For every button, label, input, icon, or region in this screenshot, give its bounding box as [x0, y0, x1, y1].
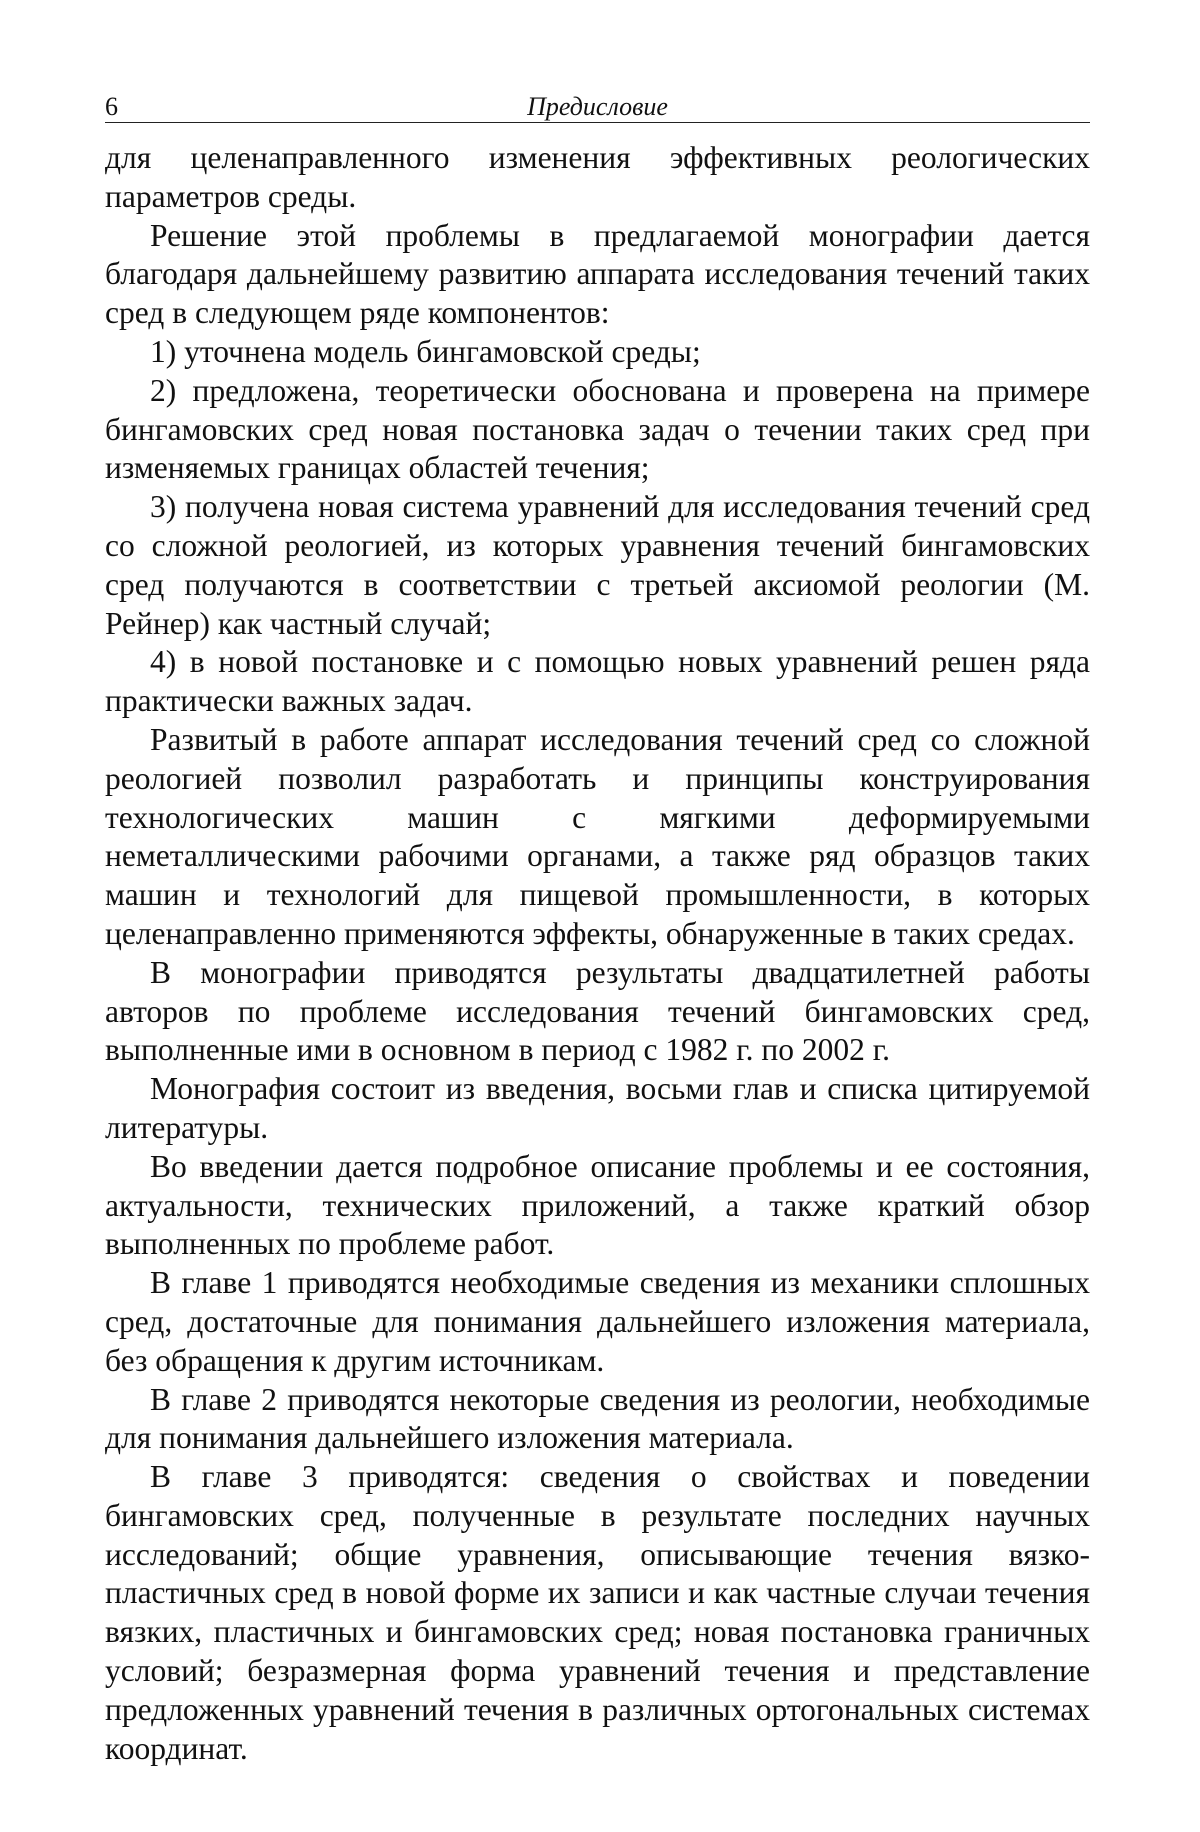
- paragraph: В главе 2 приводятся некоторые сведения из реологии, необходимые для понимания дальнейшего изложения материала.: [105, 1381, 1090, 1456]
- list-item-4: 4) в новой постановке и с помощью новых уравнений решен ряда практически важных задач.: [105, 644, 1090, 719]
- paragraph: В монографии приводятся результаты двадцатилетней работы авторов по проблеме исследования течений бингамовских сред, выполненные ими в основном в период с 1982 г. по 2002 г.: [105, 954, 1090, 1068]
- section-title: Предисловие: [527, 92, 668, 121]
- paragraph: Монография состоит из введения, восьми глав и списка цитируемой литературы.: [105, 1071, 1090, 1145]
- paragraph: В главе 1 приводятся необходимые сведения из механики сплошных сред, достаточные для понимания дальнейшего изложения материала, без обращения к другим источникам.: [105, 1265, 1090, 1378]
- page-number: 6: [105, 92, 118, 121]
- list-item-2: 2) предложена, теоретически обоснована и проверена на примере бингамовских сред новая постановка задач о течении таких сред при изменяемых границах областей течения;: [105, 372, 1090, 486]
- paragraph: Решение этой проблемы в предлагаемой монографии дается благодаря дальнейшему развитию аппарата исследования течений таких сред в следующем ряде компонентов:: [105, 217, 1090, 331]
- running-header: [105, 82, 1090, 123]
- paragraph-continuation: для целенаправленного изменения эффективных реологических параметров среды.: [105, 140, 1090, 214]
- book-page: [105, 82, 1090, 1768]
- paragraph: Во введении дается подробное описание проблемы и ее состояния, актуальности, технических приложений, а также краткий обзор выполненных по проблеме работ.: [105, 1148, 1090, 1262]
- paragraph: Развитый в работе аппарат исследования течений сред со сложной реологией позволил разработать и принципы конструирования технологических машин с мягкими деформируемыми неметаллическими рабочими органами, а также ряд образцов таких машин и технологий для пищевой промышленности, в которых целенаправленно применяются эффекты, обнаруженные в таких средах.: [105, 721, 1090, 951]
- paragraph: В главе 3 приводятся: сведения о свойствах и поведении бингамовских сред, полученные в результате последних научных исследований; общие уравнения, описывающие течения вязкопластичных сред в новой форме их записи и как частные случаи течения вязких, пластичных и бингамовских сред; новая постановка граничных условий; безразмерная форма уравнений течения и представление предложенных уравнений течения в различных ортогональных системах координат.: [105, 1459, 1090, 1766]
- body-text: [105, 139, 1090, 1768]
- list-item-3: 3) получена новая система уравнений для исследования течений сред со сложной реологией, из которых уравнения течений бингамовских сред получаются в соответствии с третьей аксиомой реологии (М. Рейнер) как частный случай;: [105, 489, 1090, 641]
- list-item-1: 1) уточнена модель бингамовской среды;: [150, 333, 701, 369]
